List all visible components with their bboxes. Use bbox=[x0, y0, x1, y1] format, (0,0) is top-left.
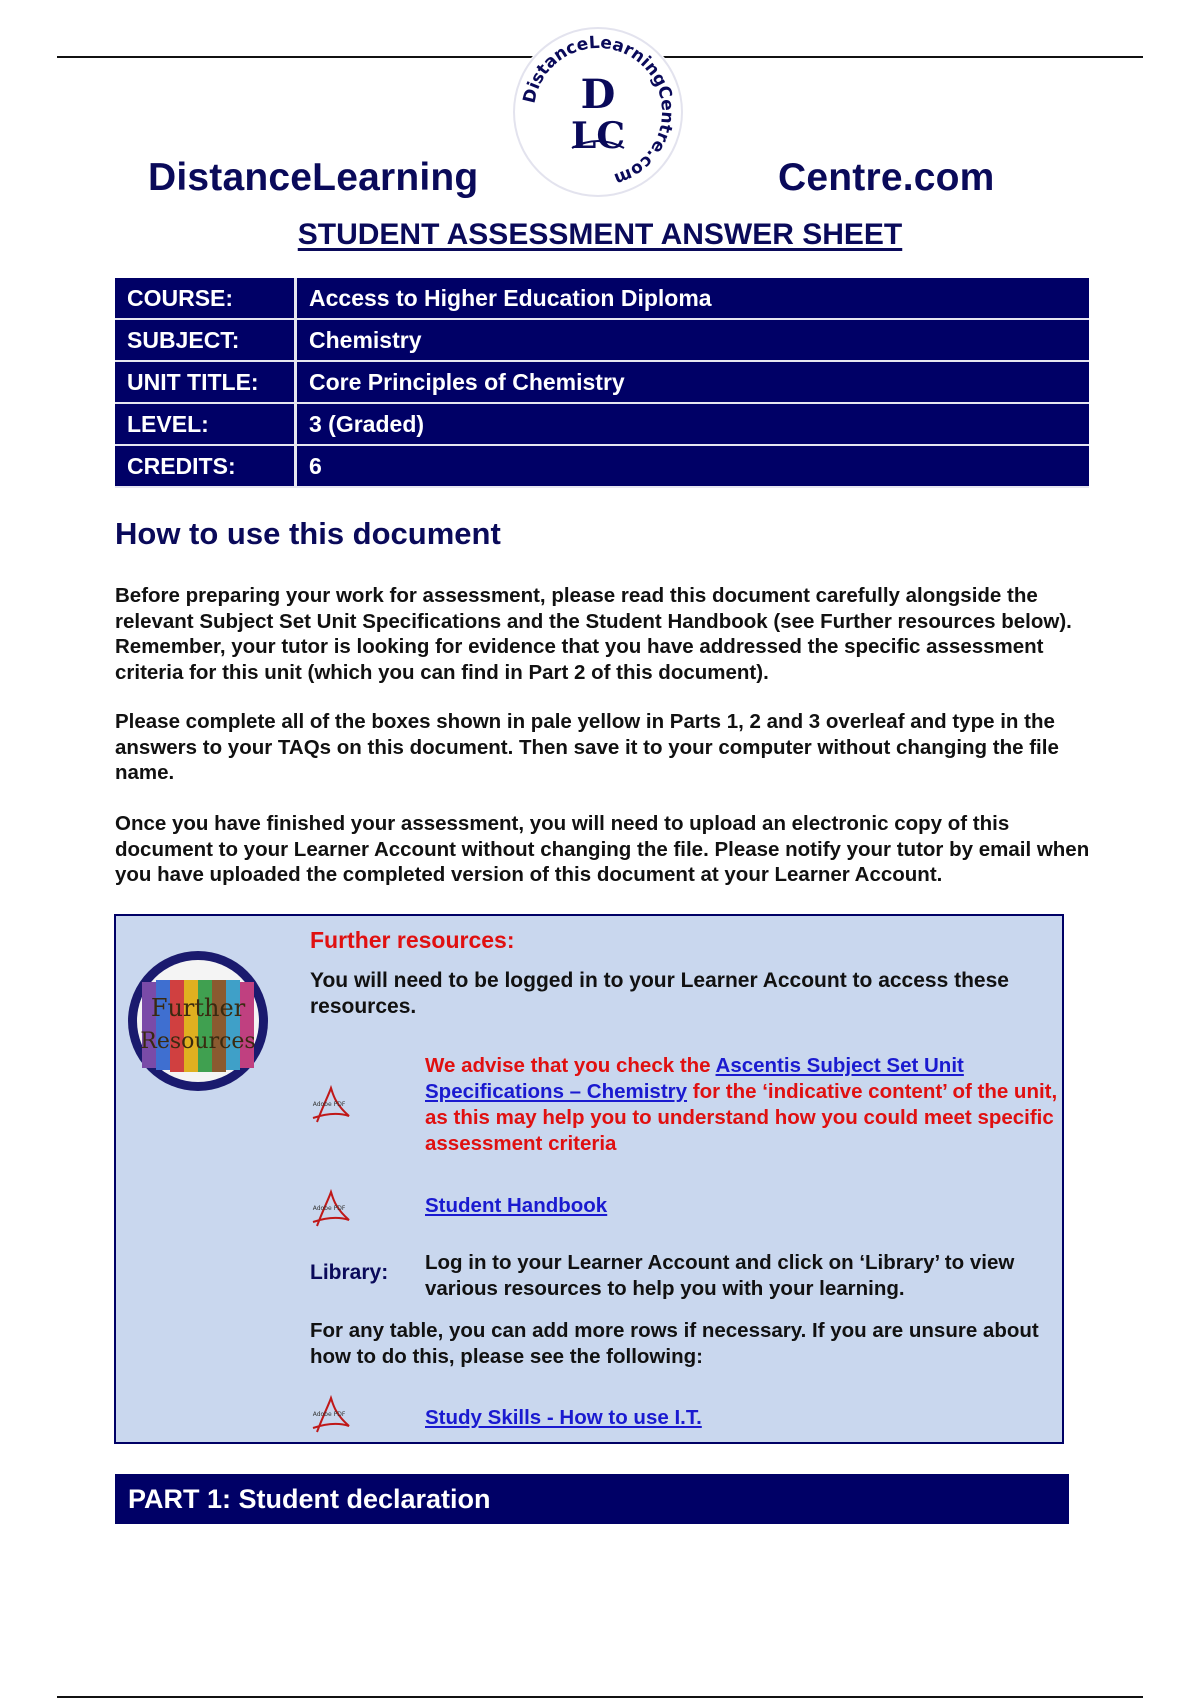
table-row bbox=[115, 319, 1089, 361]
pdf-icon-label: Adobe PDF bbox=[312, 1101, 346, 1108]
distance-learning-centre-logo bbox=[512, 26, 684, 198]
credits-label: CREDITS: bbox=[115, 445, 296, 487]
logo-monogram-d: D bbox=[580, 71, 616, 118]
student-handbook-link[interactable]: Student Handbook bbox=[425, 1194, 608, 1217]
course-value: Access to Higher Education Diploma bbox=[296, 278, 1090, 319]
advice-text-before: We advise that you check the bbox=[425, 1054, 716, 1077]
credits-value: 6 bbox=[296, 445, 1090, 487]
course-info-table bbox=[115, 278, 1089, 488]
table-row bbox=[115, 278, 1089, 319]
further-resources-panel bbox=[114, 914, 1064, 1444]
advice-text-after: for the ‘indicative content’ of the unit, as this may help you to understand how you could meet specific assessment criteria bbox=[425, 1080, 1058, 1155]
logo-ring-text: DistanceLearningCentre.com bbox=[519, 32, 678, 189]
ascentis-specifications-link[interactable]: Ascentis Subject Set Unit Specifications – Chemistry bbox=[425, 1054, 964, 1103]
pdf-icon-label: Adobe PDF bbox=[312, 1205, 346, 1212]
instructions-paragraph-1: Before preparing your work for assessment, please read this document carefully alongside the relevant Subject Set Unit Specifications and the Student Handbook (see Further resources below). Remember, your tutor is looking for evidence that you have addressed the specific assessment criteria for this unit (which you can find in Part 2 of this document). bbox=[115, 584, 1072, 684]
instructions-paragraph-3: Once you have finished your assessment, you will need to upload an electronic copy of this document to your Learner Account without changing the file. Please notify your tutor by email when you have uploaded the completed version of this document at your Learner Account. bbox=[115, 812, 1090, 886]
course-label: COURSE: bbox=[115, 278, 296, 319]
table-row bbox=[115, 361, 1089, 403]
brand-name-left: DistanceLearning bbox=[148, 156, 479, 199]
library-label: Library: bbox=[310, 1261, 389, 1284]
adobe-pdf-icon bbox=[309, 1188, 353, 1230]
subject-label: SUBJECT: bbox=[115, 319, 296, 361]
brand-name-right: Centre.com bbox=[778, 156, 995, 199]
unit-title-value: Core Principles of Chemistry bbox=[296, 361, 1090, 403]
adobe-pdf-icon bbox=[309, 1084, 353, 1126]
student-handbook-item bbox=[425, 1193, 1060, 1219]
specifications-advice bbox=[425, 1053, 1060, 1157]
study-skills-item bbox=[425, 1405, 1060, 1431]
table-row bbox=[115, 445, 1089, 487]
badge-text-line-1: Further bbox=[150, 994, 246, 1022]
badge-text-line-2: Resources bbox=[140, 1029, 256, 1054]
adobe-pdf-icon bbox=[309, 1394, 353, 1436]
library-text: Log in to your Learner Account and click on ‘Library’ to view various resources to help you with your learning. bbox=[425, 1251, 1015, 1300]
level-label: LEVEL: bbox=[115, 403, 296, 445]
document-title: STUDENT ASSESSMENT ANSWER SHEET bbox=[297, 218, 903, 251]
subject-value: Chemistry bbox=[296, 319, 1090, 361]
study-skills-link[interactable]: Study Skills - How to use I.T. bbox=[425, 1406, 702, 1429]
how-to-heading: How to use this document bbox=[115, 516, 501, 551]
footer-rule bbox=[57, 1696, 1143, 1698]
further-resources-title: Further resources: bbox=[310, 927, 515, 953]
logo-monogram-lc: LC bbox=[571, 115, 625, 157]
unit-title-label: UNIT TITLE: bbox=[115, 361, 296, 403]
table-row bbox=[115, 403, 1089, 445]
level-value: 3 (Graded) bbox=[296, 403, 1090, 445]
part-1-heading: PART 1: Student declaration bbox=[115, 1474, 1069, 1524]
instructions-paragraph-2: Please complete all of the boxes shown in pale yellow in Parts 1, 2 and 3 overleaf and type in the answers to your TAQs on this document. Then save it to your computer without changing the file name. bbox=[115, 710, 1059, 784]
further-resources-badge-icon bbox=[128, 946, 268, 1096]
further-resources-intro: You will need to be logged in to your Learner Account to access these resources. bbox=[310, 969, 1009, 1018]
table-rows-note: For any table, you can add more rows if necessary. If you are unsure about how to do this, please see the following: bbox=[310, 1319, 1039, 1368]
pdf-icon-label: Adobe PDF bbox=[312, 1411, 346, 1418]
